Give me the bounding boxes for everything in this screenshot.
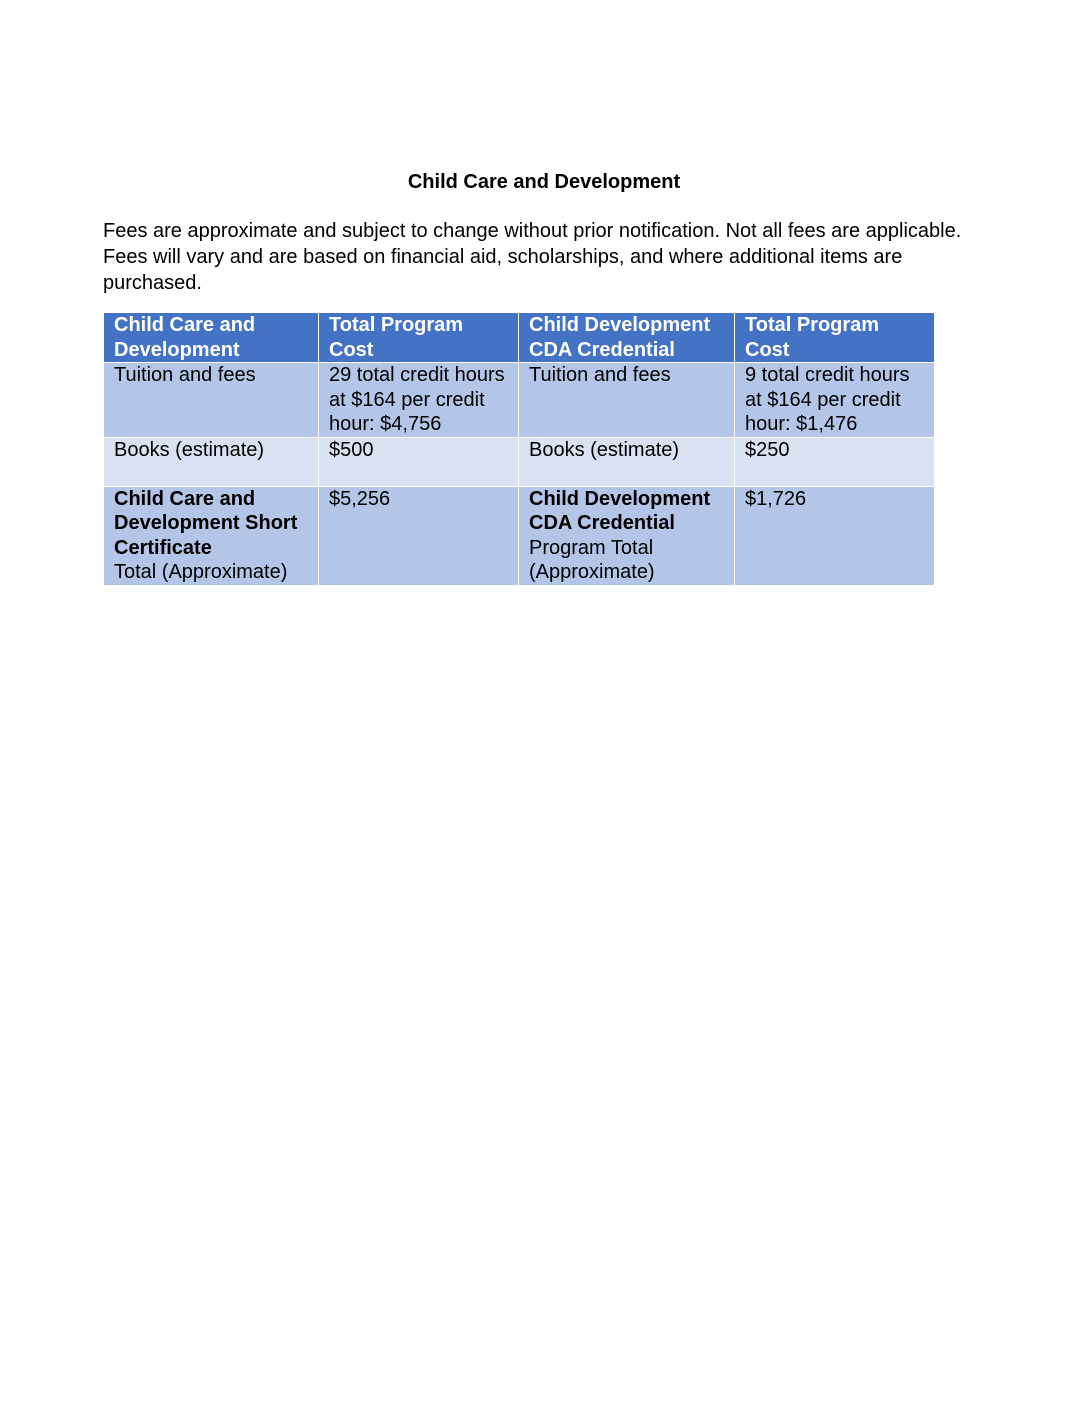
- total-label-a: [104, 486, 319, 585]
- total-label-a-program: Child Care and Development Short Certificate: [114, 487, 298, 559]
- total-label-a-suffix: Total (Approximate): [114, 561, 288, 583]
- total-cost-a: $5,256: [319, 486, 519, 585]
- table-header-row: [104, 313, 935, 363]
- total-cost-b: $1,726: [735, 486, 935, 585]
- books-cost-a: $500: [319, 437, 519, 486]
- page-title: Child Care and Development: [407, 171, 681, 193]
- books-label-b: Books (estimate): [519, 437, 735, 486]
- table-row-books: [104, 437, 935, 486]
- tuition-cost-a: 29 total credit hours at $164 per credit hour: $4,756: [319, 363, 519, 438]
- total-label-b-suffix: Program Total (Approximate): [529, 536, 655, 583]
- intro-paragraph: Fees are approximate and subject to change without prior notification. Not all fees are applicable. Fees will vary and are based on financial aid, scholarships, and where additional items are purchased.: [103, 220, 962, 294]
- table-row-tuition: [104, 363, 935, 438]
- tuition-label-a: Tuition and fees: [104, 363, 319, 438]
- tuition-label-b: Tuition and fees: [519, 363, 735, 438]
- books-cost-b: $250: [735, 437, 935, 486]
- header-program-a: Child Care and Development: [104, 313, 319, 363]
- tuition-cost-b: 9 total credit hours at $164 per credit hour: $1,476: [735, 363, 935, 438]
- total-label-b: [519, 486, 735, 585]
- books-label-a: Books (estimate): [104, 437, 319, 486]
- header-cost-b: Total Program Cost: [735, 313, 935, 363]
- total-label-b-program: Child Development CDA Credential: [529, 487, 711, 534]
- header-program-b: Child Development CDA Credential: [519, 313, 735, 363]
- header-cost-a: Total Program Cost: [319, 313, 519, 363]
- fees-table: [103, 312, 935, 586]
- table-row-total: [104, 486, 935, 585]
